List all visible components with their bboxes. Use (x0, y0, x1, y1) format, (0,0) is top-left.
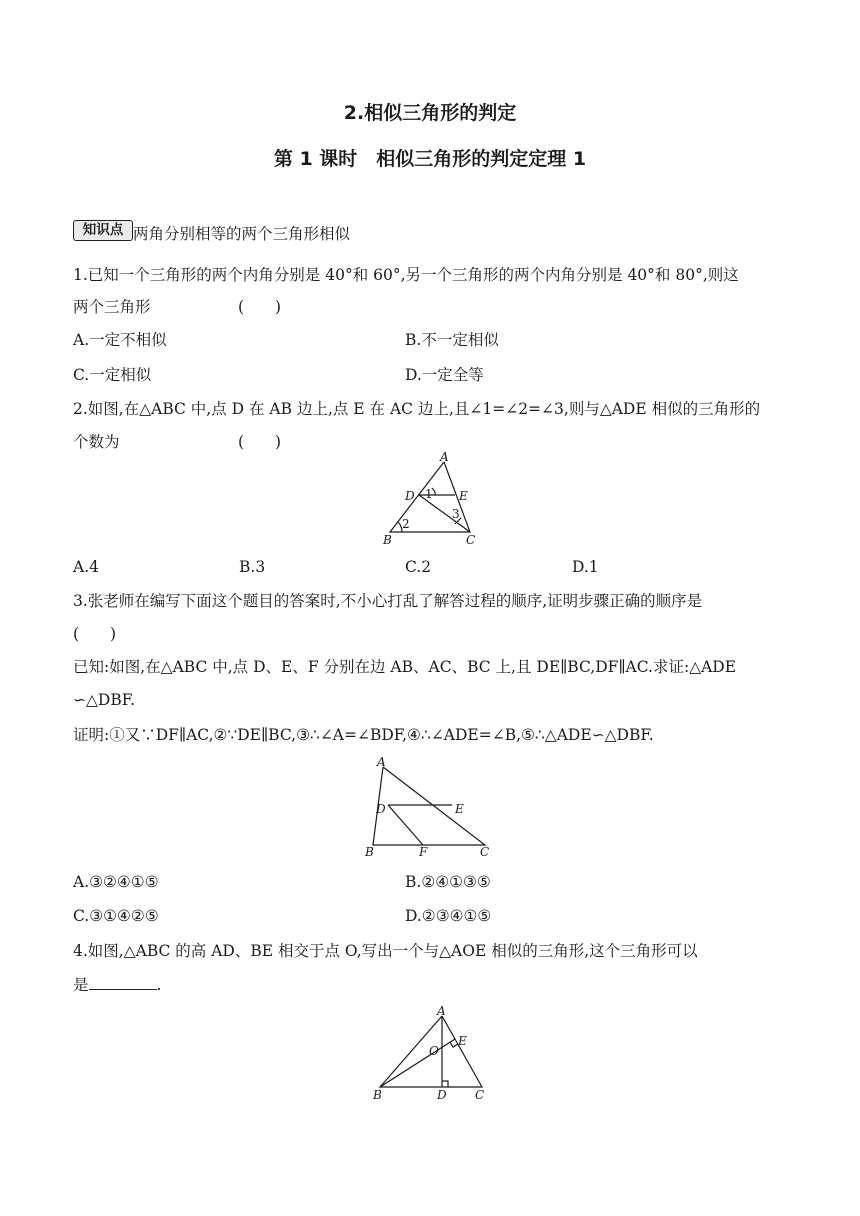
q2-angle-2: 2 (402, 517, 410, 531)
q4-stem-tail: . (156, 976, 162, 994)
q2-stem-line-1: 2.如图,在△ABC 中,点 D 在 AB 边上,点 E 在 AC 边上,且∠1=∠2=∠3,则与△ADE 相似的三角形的 (73, 400, 761, 418)
q1-option-c[interactable]: C.一定相似 (73, 366, 152, 384)
q4-stem-text: 是 (73, 976, 89, 994)
q3-label-f: F (419, 845, 428, 859)
q3-option-d[interactable]: D.②③④①⑤ (405, 907, 492, 925)
q2-option-c[interactable]: C.2 (405, 558, 432, 576)
q3-label-b: B (365, 845, 374, 859)
q1-stem-line-1: 1.已知一个三角形的两个内角分别是 40°和 60°,另一个三角形的两个内角分别是 40°和 80°,则这 (73, 266, 739, 284)
q3-answer-paren: ( ) (73, 625, 117, 643)
q2-label-c: C (466, 533, 476, 547)
q4-triangle-figure (365, 1005, 495, 1110)
q2-option-d[interactable]: D.1 (572, 558, 599, 576)
q3-option-c[interactable]: C.③①④②⑤ (73, 907, 159, 925)
q1-stem-line-2: 两个三角形 (73, 298, 151, 316)
q4-stem-line-2 (73, 974, 161, 995)
q3-label-a: A (377, 755, 386, 769)
section-title: 2.相似三角形的判定 (343, 102, 517, 124)
q2-label-a: A (440, 452, 449, 464)
q2-answer-paren: ( ) (238, 433, 282, 451)
knowledge-point-badge: 知识点 (73, 220, 133, 241)
q4-label-b: B (373, 1088, 382, 1102)
q2-option-b[interactable]: B.3 (239, 558, 266, 576)
q2-angle-1: 1 (425, 487, 433, 501)
q2-option-a[interactable]: A.4 (73, 558, 99, 576)
q2-label-b: B (383, 533, 392, 547)
q4-label-c: C (475, 1088, 485, 1102)
q3-proof: 证明:①又∵DF∥AC,②∵DE∥BC,③∴∠A=∠BDF,④∴∠ADE=∠B,⑤∴△ADE∽△DBF. (73, 726, 654, 744)
q2-triangle-figure (375, 452, 495, 552)
q3-stem-line-1: 3.张老师在编写下面这个题目的答案时,不小心打乱了解答过程的顺序,证明步骤正确的顺序是 (73, 592, 703, 610)
lesson-title: 第 1 课时 相似三角形的判定定理 1 (273, 148, 587, 170)
q4-stem-line-1: 4.如图,△ABC 的高 AD、BE 相交于点 O,写出一个与△AOE 相似的三角形,这个三角形可以 (73, 942, 698, 960)
q3-triangle-figure (360, 755, 500, 860)
q3-label-c: C (480, 845, 490, 859)
q4-label-a: A (437, 1005, 446, 1018)
q3-option-a[interactable]: A.③②④①⑤ (73, 873, 159, 891)
q3-label-e: E (455, 802, 464, 816)
q1-option-d[interactable]: D.一定全等 (405, 366, 484, 384)
q3-given-line-1: 已知:如图,在△ABC 中,点 D、E、F 分别在边 AB、AC、BC 上,且 DE∥BC,DF∥AC.求证:△ADE (73, 658, 737, 676)
q1-option-b[interactable]: B.不一定相似 (405, 331, 499, 349)
q2-angle-3: 3 (452, 507, 460, 521)
q4-label-d: D (437, 1088, 447, 1102)
q4-answer-blank[interactable] (89, 974, 157, 990)
q2-label-d: D (405, 489, 415, 503)
knowledge-point-text: 两角分别相等的两个三角形相似 (133, 225, 351, 243)
q1-option-a[interactable]: A.一定不相似 (73, 331, 167, 349)
q1-answer-paren: ( ) (238, 298, 282, 316)
q2-stem-line-2: 个数为 (73, 433, 120, 451)
q3-option-b[interactable]: B.②④①③⑤ (405, 873, 491, 891)
q2-label-e: E (459, 489, 468, 503)
q3-label-d: D (376, 802, 386, 816)
q3-given-line-2: ∽△DBF. (73, 691, 135, 709)
q4-label-o: O (429, 1044, 439, 1058)
q4-label-e: E (458, 1034, 467, 1048)
